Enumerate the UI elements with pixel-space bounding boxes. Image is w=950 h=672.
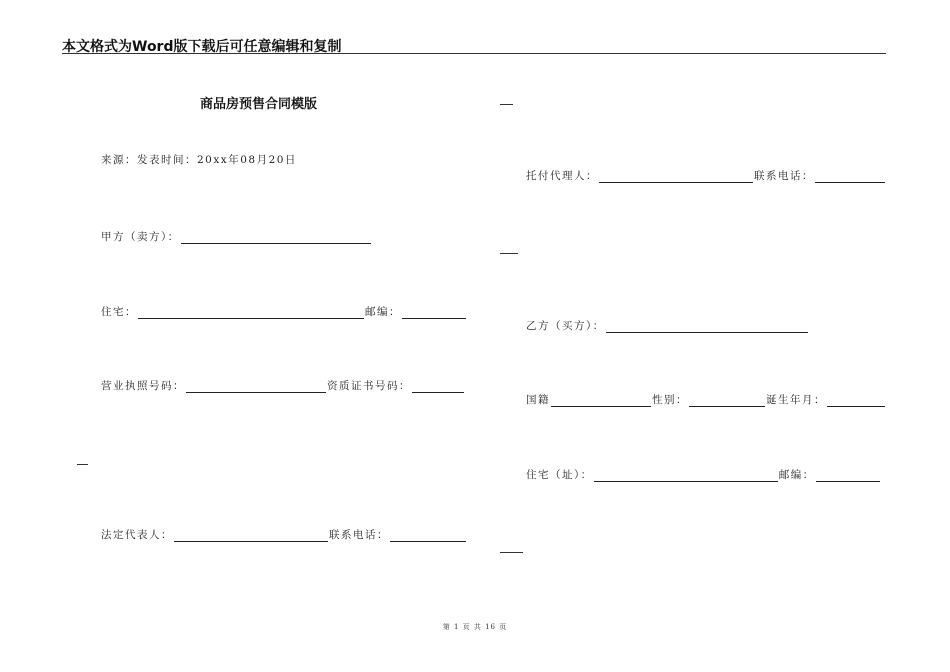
agent-blank (599, 170, 753, 183)
agent-phone-label: 联系电话： (754, 170, 814, 182)
separator-dash (500, 552, 523, 553)
phone-blank (390, 529, 466, 542)
address-label: 住宅： (101, 306, 137, 318)
license-label: 营业执照号码： (101, 380, 185, 392)
party-a-line (101, 229, 372, 244)
legal-rep-line (101, 527, 467, 542)
source-line (101, 152, 297, 167)
agent-phone-blank (815, 170, 885, 183)
postcode-blank (402, 306, 466, 319)
legal-rep-blank (174, 529, 328, 542)
party-a-label: 甲方（卖方）： (101, 231, 180, 243)
nationality-label: 国籍 (526, 394, 550, 406)
b-address-blank (594, 469, 778, 482)
gender-blank (689, 394, 765, 407)
party-b-blank (606, 320, 808, 333)
header-divider (62, 53, 886, 54)
qualification-blank (412, 380, 464, 393)
separator-dash (500, 253, 518, 254)
document-title: 商品房预售合同模版 (200, 97, 318, 112)
agent-label: 托付代理人： (526, 170, 598, 182)
separator-dash (77, 464, 88, 465)
header-title: 本文格式为Word版下载后可任意编辑和复制 (62, 39, 342, 55)
b-address-line (526, 467, 881, 482)
license-line (101, 378, 465, 393)
b-postcode-blank (816, 469, 880, 482)
party-a-blank (181, 231, 371, 244)
gender-label: 性别： (652, 394, 688, 406)
qualification-label: 资质证书号码： (327, 380, 411, 392)
license-blank (186, 380, 326, 393)
page-footer: 第 1 页 共 16 页 (442, 623, 508, 631)
legal-rep-label: 法定代表人： (101, 529, 173, 541)
source-text: 来源：发表时间：20xx年08月20日 (101, 154, 297, 166)
postcode-label: 邮编： (365, 306, 401, 318)
birth-label: 诞生年月： (766, 394, 826, 406)
b-address-label: 住宅（址）： (526, 469, 593, 481)
address-blank (138, 306, 364, 319)
party-b-label: 乙方（买方）： (526, 320, 605, 332)
nationality-blank (551, 394, 651, 407)
separator-dash (500, 104, 513, 105)
party-b-line (526, 318, 809, 333)
birth-blank (827, 394, 885, 407)
agent-line (526, 168, 886, 183)
b-postcode-label: 邮编： (778, 469, 815, 481)
nationality-line (526, 392, 886, 407)
address-line (101, 304, 467, 319)
phone-label: 联系电话： (329, 529, 389, 541)
